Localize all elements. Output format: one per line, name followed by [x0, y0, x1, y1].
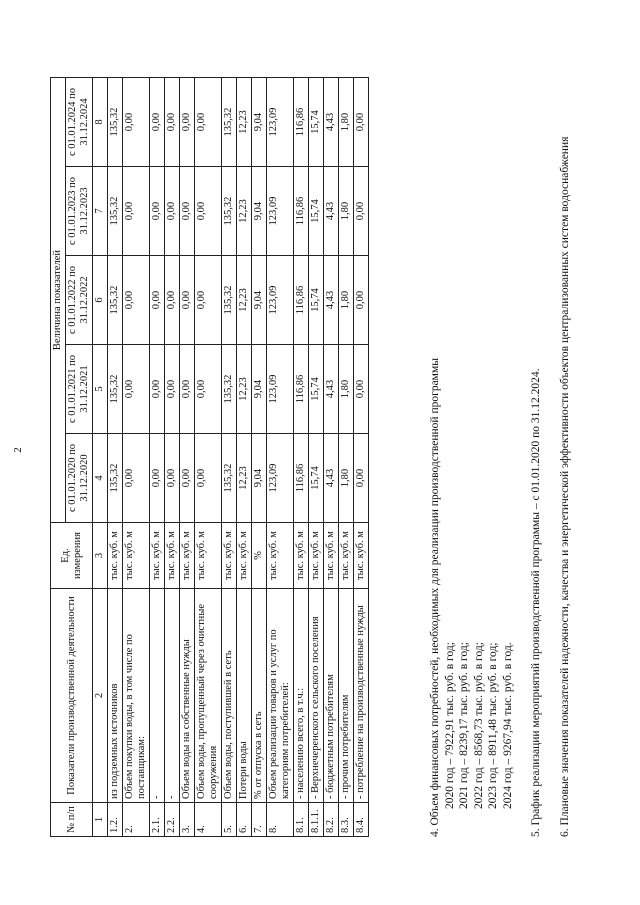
row-value: 0,00 — [195, 256, 222, 345]
row-indicator-name: Потери воды — [237, 589, 252, 803]
row-value: 0,00 — [195, 345, 222, 434]
row-value: 0,00 — [150, 167, 165, 256]
financial-line-2024: 2024 год – 9267,94 тыс. руб. в год. — [501, 642, 514, 809]
row-indicator-name: - бюджетным потребителям — [324, 589, 339, 803]
table-row — [195, 78, 222, 837]
financial-line-2022: 2022 год – 8568,73 тыс. руб. в год; — [472, 642, 485, 809]
row-value: 15,74 — [309, 256, 324, 345]
col-number: 6 — [93, 256, 108, 345]
table-body — [108, 78, 369, 837]
col-number: 3 — [93, 523, 108, 589]
row-value: 9,04 — [252, 78, 267, 167]
row-value: 0,00 — [354, 78, 369, 167]
row-value: 123,09 — [267, 345, 294, 434]
row-num: 1.2. — [108, 803, 123, 837]
row-indicator-name: Объем покупки воды, в том числе по поставщикам: — [123, 589, 150, 803]
table-row — [252, 78, 267, 837]
financial-needs-title: 4. Объем финансовых потребностей, необходимых для реализации производственной программы — [429, 358, 441, 837]
row-value: 135,32 — [108, 434, 123, 523]
row-indicator-name: из подземных источников — [108, 589, 123, 803]
planned-values-paragraph: 6. Плановые значения показателей надежности, качества и энергетической эффективности объектов централизованных систем водоснабжения — [558, 136, 571, 837]
header-period-2022: с 01.01.2022 по 31.12.2022 — [66, 256, 93, 345]
row-num: 8.1.1. — [309, 803, 324, 837]
row-value: 0,00 — [123, 78, 150, 167]
row-value: 0,00 — [150, 345, 165, 434]
row-value: 135,32 — [222, 345, 237, 434]
row-value: 0,00 — [165, 434, 180, 523]
row-value: 116,86 — [294, 256, 309, 345]
row-value: 4,43 — [324, 256, 339, 345]
row-unit: тыс. куб. м — [237, 523, 252, 589]
row-value: 123,09 — [267, 167, 294, 256]
col-number: 2 — [93, 589, 108, 803]
financial-line-2020: 2020 год – 7922,91 тыс. руб. в год; — [443, 642, 456, 809]
row-value: 0,00 — [180, 345, 195, 434]
table-row — [237, 78, 252, 837]
table-row — [222, 78, 237, 837]
schedule-paragraph: 5. График реализации мероприятий производственной программы – с 01.01.2020 по 31.12.2024. — [530, 368, 542, 837]
row-num: 2.1. — [150, 803, 165, 837]
row-value: 135,32 — [108, 78, 123, 167]
row-value: 135,32 — [108, 256, 123, 345]
row-num: 2. — [123, 803, 150, 837]
row-value: 9,04 — [252, 345, 267, 434]
page-number: 2 — [12, 447, 24, 453]
header-indicator: Показатели производственной деятельности — [51, 589, 93, 803]
header-period-2023: с 01.01.2023 по 31.12.2023 — [66, 167, 93, 256]
row-indicator-name: Объем воды на собственные нужды — [180, 589, 195, 803]
row-value: 0,00 — [354, 434, 369, 523]
row-value: 4,43 — [324, 78, 339, 167]
row-value: 135,32 — [222, 434, 237, 523]
row-indicator-name: Объем воды, поступившей в сеть — [222, 589, 237, 803]
row-value: 0,00 — [180, 256, 195, 345]
row-unit: тыс. куб. м — [150, 523, 165, 589]
row-value: 1,80 — [339, 78, 354, 167]
header-unit: Ед. измерения — [51, 523, 93, 589]
table-row — [108, 78, 123, 837]
row-value: 123,09 — [267, 434, 294, 523]
row-value: 123,09 — [267, 78, 294, 167]
row-indicator-name: Объем реализации товаров и услуг по категориям потребителей: — [267, 589, 294, 803]
row-unit: тыс. куб. м — [108, 523, 123, 589]
row-value: 15,74 — [309, 434, 324, 523]
row-value: 15,74 — [309, 167, 324, 256]
row-indicator-name: % от отпуска в сеть — [252, 589, 267, 803]
row-indicator-name: - прочим потребителям — [339, 589, 354, 803]
row-value: 12,23 — [237, 256, 252, 345]
row-value: 116,86 — [294, 167, 309, 256]
row-unit: тыс. куб. м — [267, 523, 294, 589]
row-unit: тыс. куб. м — [339, 523, 354, 589]
row-value: 1,80 — [339, 434, 354, 523]
row-value: 1,80 — [339, 256, 354, 345]
production-indicators-table — [50, 77, 369, 837]
row-indicator-name: - — [150, 589, 165, 803]
table-row — [324, 78, 339, 837]
table-row — [180, 78, 195, 837]
table-row — [309, 78, 324, 837]
row-unit: тыс. куб. м — [165, 523, 180, 589]
header-row-1 — [51, 78, 66, 837]
row-num: 8. — [267, 803, 294, 837]
row-value: 0,00 — [123, 434, 150, 523]
header-period-2021: с 01.01.2021 по 31.12.2021 — [66, 345, 93, 434]
row-num: 8.1. — [294, 803, 309, 837]
row-value: 135,32 — [222, 78, 237, 167]
row-value: 12,23 — [237, 434, 252, 523]
row-value: 135,32 — [108, 167, 123, 256]
row-value: 15,74 — [309, 78, 324, 167]
row-value: 9,04 — [252, 256, 267, 345]
row-value: 0,00 — [354, 256, 369, 345]
row-value: 116,86 — [294, 434, 309, 523]
financial-line-2023: 2023 год – 8911,48 тыс. руб. в год; — [487, 642, 499, 809]
row-value: 4,43 — [324, 167, 339, 256]
row-value: 1,80 — [339, 167, 354, 256]
row-value: 0,00 — [195, 167, 222, 256]
row-num: 4. — [195, 803, 222, 837]
row-num: 8.3. — [339, 803, 354, 837]
row-indicator-name: Объем воды, пропущенный через очистные сооружения — [195, 589, 222, 803]
row-value: 15,74 — [309, 345, 324, 434]
row-value: 1,80 — [339, 345, 354, 434]
row-indicator-name: - — [165, 589, 180, 803]
row-unit: тыс. куб. м — [309, 523, 324, 589]
table-row — [294, 78, 309, 837]
row-num: 3. — [180, 803, 195, 837]
col-number: 1 — [93, 803, 108, 837]
row-num: 5. — [222, 803, 237, 837]
row-value: 0,00 — [195, 78, 222, 167]
rotated-page — [10, 5, 630, 895]
notes-section — [428, 57, 572, 837]
row-num: 7. — [252, 803, 267, 837]
row-value: 116,86 — [294, 78, 309, 167]
row-value: 0,00 — [165, 256, 180, 345]
row-unit: тыс. куб. м — [195, 523, 222, 589]
row-value: 4,43 — [324, 345, 339, 434]
col-number: 5 — [93, 345, 108, 434]
column-number-row — [93, 78, 108, 837]
row-num: 2.2. — [165, 803, 180, 837]
row-value: 0,00 — [180, 434, 195, 523]
row-value: 12,23 — [237, 345, 252, 434]
row-unit: тыс. куб. м — [222, 523, 237, 589]
col-number: 7 — [93, 167, 108, 256]
financial-line-2021: 2021 год – 8239,17 тыс. руб. в год; — [458, 642, 470, 809]
row-value: 0,00 — [180, 167, 195, 256]
row-value: 116,86 — [294, 345, 309, 434]
row-num: 6. — [237, 803, 252, 837]
row-value: 135,32 — [108, 345, 123, 434]
table-row — [339, 78, 354, 837]
row-num: 8.4. — [354, 803, 369, 837]
table-row — [150, 78, 165, 837]
row-unit: тыс. куб. м — [354, 523, 369, 589]
col-number: 4 — [93, 434, 108, 523]
row-unit: тыс. куб. м — [180, 523, 195, 589]
row-value: 4,43 — [324, 434, 339, 523]
row-value: 12,23 — [237, 78, 252, 167]
table-row — [354, 78, 369, 837]
row-value: 0,00 — [123, 167, 150, 256]
row-indicator-name: - Верхнечеренского сельского поселения — [309, 589, 324, 803]
row-value: 0,00 — [150, 434, 165, 523]
row-indicator-name: - потребление на производственные нужды — [354, 589, 369, 803]
table-row — [123, 78, 150, 837]
header-values-group: Величина показателей — [51, 78, 66, 523]
row-indicator-name: - населению всего, в т.ч.: — [294, 589, 309, 803]
row-num: 8.2. — [324, 803, 339, 837]
row-value: 123,09 — [267, 256, 294, 345]
table-row — [267, 78, 294, 837]
header-num: № п/п — [51, 803, 93, 837]
row-value: 0,00 — [150, 256, 165, 345]
row-value: 0,00 — [123, 256, 150, 345]
row-unit: тыс. куб. м — [294, 523, 309, 589]
row-unit: тыс. куб. м — [123, 523, 150, 589]
row-value: 0,00 — [165, 167, 180, 256]
row-value: 0,00 — [165, 345, 180, 434]
row-value: 135,32 — [222, 256, 237, 345]
row-value: 0,00 — [123, 345, 150, 434]
row-unit: тыс. куб. м — [324, 523, 339, 589]
row-value: 0,00 — [165, 78, 180, 167]
row-value: 0,00 — [354, 345, 369, 434]
col-number: 8 — [93, 78, 108, 167]
header-period-2024: с 01.01.2024 по 31.12.2024 — [66, 78, 93, 167]
header-period-2020: с 01.01.2020 по 31.12.2020 — [66, 434, 93, 523]
row-value: 0,00 — [150, 78, 165, 167]
row-value: 0,00 — [195, 434, 222, 523]
row-value: 0,00 — [354, 167, 369, 256]
row-unit: % — [252, 523, 267, 589]
row-value: 0,00 — [180, 78, 195, 167]
row-value: 9,04 — [252, 167, 267, 256]
table-row — [165, 78, 180, 837]
row-value: 135,32 — [222, 167, 237, 256]
row-value: 9,04 — [252, 434, 267, 523]
row-value: 12,23 — [237, 167, 252, 256]
